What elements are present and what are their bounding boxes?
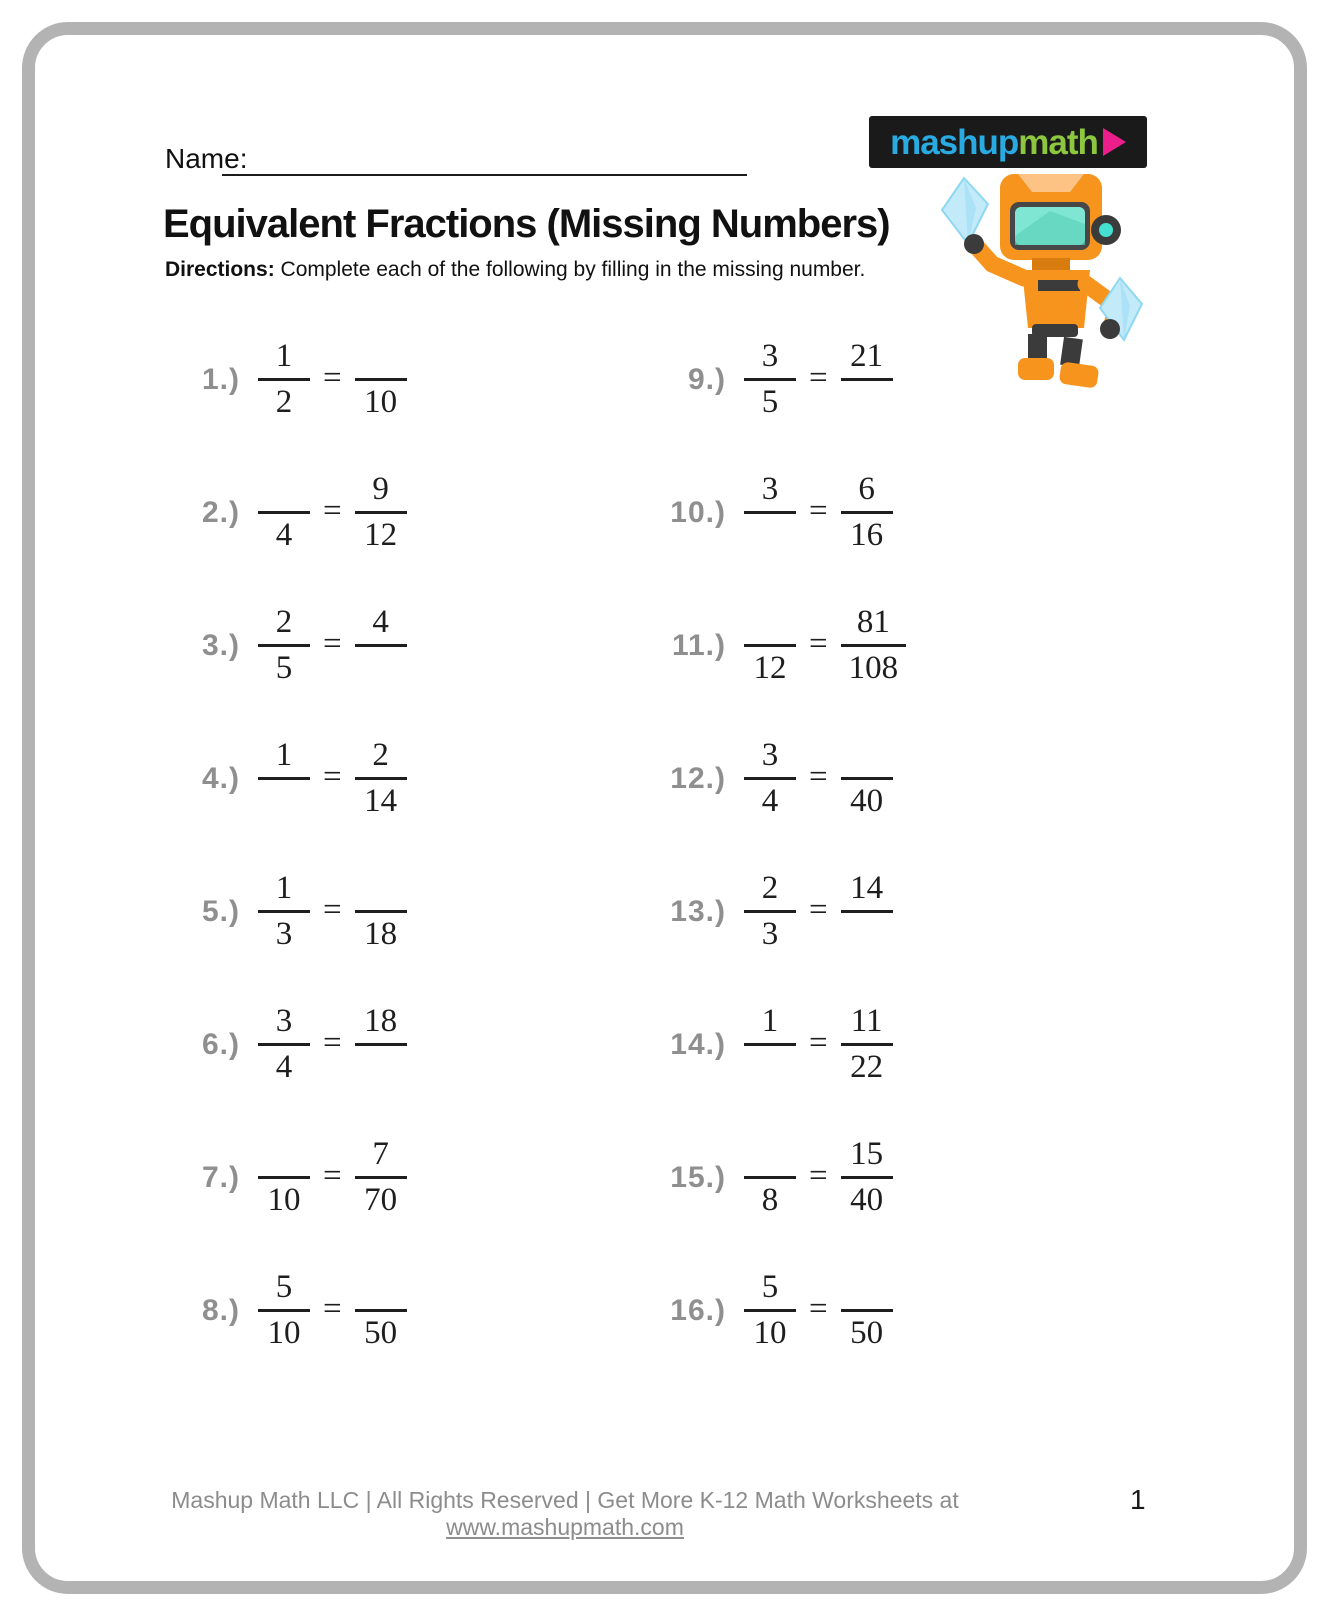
- problem-number-label: 7.): [201, 1160, 240, 1194]
- left-denominator: 4: [744, 777, 796, 826]
- left-fraction: [258, 731, 310, 826]
- right-fraction: [841, 1130, 893, 1225]
- equals-sign: =: [323, 360, 342, 396]
- problem-number-label: 11.): [671, 628, 726, 662]
- left-fraction: [258, 598, 310, 693]
- left-fraction: [258, 997, 310, 1092]
- right-numerator-missing-blank: [355, 1263, 407, 1309]
- right-fraction: [355, 997, 407, 1092]
- problem-row: [160, 712, 623, 845]
- left-fraction: [258, 864, 310, 959]
- mashupmath-logo: [869, 116, 1147, 168]
- equals-sign: =: [323, 1158, 342, 1194]
- right-numerator: 15: [850, 1136, 884, 1172]
- left-denominator: 12: [744, 644, 796, 693]
- left-numerator: 2: [275, 604, 293, 640]
- problem-row: [623, 313, 906, 446]
- equals-sign: =: [323, 626, 342, 662]
- problem-number-label: 12.): [670, 761, 726, 795]
- fraction-equation: [258, 864, 407, 959]
- fraction-equation: [258, 731, 407, 826]
- right-denominator-missing-blank: [355, 644, 407, 693]
- right-denominator: 50: [355, 1309, 407, 1358]
- right-fraction: [841, 332, 893, 427]
- right-numerator: 9: [372, 471, 389, 507]
- problem-row: [160, 446, 623, 579]
- left-fraction: [744, 332, 796, 427]
- left-numerator-missing-blank: [258, 465, 310, 511]
- left-numerator: 5: [275, 1269, 293, 1305]
- equals-sign: =: [809, 759, 828, 795]
- problem-row: [160, 1244, 623, 1377]
- equals-sign: =: [323, 759, 342, 795]
- footer-text: Mashup Math LLC | All Rights Reserved | Get More K-12 Math Worksheets at www.mashupmath.com: [171, 1487, 959, 1540]
- problem-number-label: 9.): [687, 362, 726, 396]
- equals-sign: =: [809, 1025, 828, 1061]
- left-denominator: 2: [258, 378, 310, 427]
- problem-number-label: 3.): [201, 628, 240, 662]
- left-fraction: [744, 731, 796, 826]
- left-denominator: 5: [258, 644, 310, 693]
- right-numerator: 4: [372, 604, 389, 640]
- right-fraction: [355, 731, 407, 826]
- fraction-equation: [744, 598, 906, 693]
- problem-row: [623, 1111, 906, 1244]
- fraction-equation: [744, 731, 893, 826]
- right-numerator: 7: [372, 1136, 389, 1172]
- left-fraction: [744, 1130, 796, 1225]
- left-denominator: 10: [744, 1309, 796, 1358]
- fraction-equation: [258, 332, 407, 427]
- right-fraction: [355, 1130, 407, 1225]
- play-triangle-icon: [1103, 128, 1126, 156]
- right-denominator: 10: [355, 378, 407, 427]
- fraction-equation: [258, 1130, 407, 1225]
- problem-number-label: 16.): [670, 1293, 726, 1327]
- worksheet-title: Equivalent Fractions (Missing Numbers): [163, 202, 890, 246]
- problem-number-label: 15.): [670, 1160, 726, 1194]
- equals-sign: =: [809, 892, 828, 928]
- problem-row: [623, 1244, 906, 1377]
- right-numerator-missing-blank: [355, 332, 407, 378]
- left-numerator: 3: [275, 1003, 293, 1039]
- left-denominator: 10: [258, 1176, 310, 1225]
- right-fraction: [841, 1263, 893, 1358]
- left-denominator: 8: [744, 1176, 796, 1225]
- fraction-equation: [744, 332, 893, 427]
- equals-sign: =: [323, 1025, 342, 1061]
- right-denominator: 50: [841, 1309, 893, 1358]
- logo-word-math: math: [1018, 122, 1098, 162]
- left-fraction: [258, 1130, 310, 1225]
- footer-website-link[interactable]: www.mashupmath.com: [446, 1514, 684, 1540]
- equals-sign: =: [809, 1158, 828, 1194]
- left-numerator: 1: [275, 338, 293, 374]
- left-fraction: [258, 1263, 310, 1358]
- right-denominator: 22: [841, 1043, 893, 1092]
- left-numerator: 1: [275, 737, 293, 773]
- left-numerator: 1: [761, 1003, 779, 1039]
- right-fraction: [355, 465, 407, 560]
- problem-number-label: 8.): [201, 1293, 240, 1327]
- right-fraction: [841, 997, 893, 1092]
- problem-row: [160, 845, 623, 978]
- left-denominator: 3: [744, 910, 796, 959]
- left-denominator: 3: [258, 910, 310, 959]
- problem-number-label: 6.): [201, 1027, 240, 1061]
- right-denominator-missing-blank: [841, 910, 893, 959]
- right-denominator: 12: [355, 511, 407, 560]
- left-numerator-missing-blank: [744, 1130, 796, 1176]
- right-denominator: 40: [841, 1176, 893, 1225]
- right-fraction: [841, 598, 907, 693]
- left-fraction: [258, 332, 310, 427]
- problem-row: [160, 313, 623, 446]
- fraction-equation: [258, 997, 407, 1092]
- problem-number-label: 4.): [201, 761, 240, 795]
- equals-sign: =: [323, 892, 342, 928]
- equals-sign: =: [809, 626, 828, 662]
- left-fraction: [744, 1263, 796, 1358]
- problem-row: [160, 579, 623, 712]
- directions-text: Directions: Complete each of the following by filling in the missing number.: [165, 258, 866, 281]
- left-fraction: [744, 598, 796, 693]
- left-numerator: 5: [761, 1269, 779, 1305]
- problem-row: [623, 712, 906, 845]
- right-numerator: 11: [850, 1003, 883, 1039]
- left-numerator: 3: [761, 737, 779, 773]
- problem-row: [623, 446, 906, 579]
- right-numerator-missing-blank: [841, 731, 893, 777]
- right-fraction: [841, 465, 893, 560]
- page-number: 1: [1130, 1484, 1146, 1515]
- logo-word-mashup: mashup: [890, 122, 1019, 162]
- robot-mascot-illustration: [920, 166, 1168, 394]
- right-denominator: 14: [355, 777, 407, 826]
- problem-number-label: 2.): [201, 495, 240, 529]
- problem-number-label: 14.): [670, 1027, 726, 1061]
- name-label: Name:: [165, 143, 248, 174]
- problem-number-label: 5.): [201, 894, 240, 928]
- right-fraction: [355, 864, 407, 959]
- fraction-equation: [258, 465, 407, 560]
- fraction-equation: [744, 997, 893, 1092]
- fraction-equation: [258, 1263, 407, 1358]
- equals-sign: =: [323, 1291, 342, 1327]
- equals-sign: =: [809, 360, 828, 396]
- problem-row: [623, 978, 906, 1111]
- equals-sign: =: [809, 1291, 828, 1327]
- problem-number-label: 1.): [201, 362, 240, 396]
- right-numerator: 6: [858, 471, 875, 507]
- problems-grid: [160, 313, 906, 1377]
- left-denominator: 10: [258, 1309, 310, 1358]
- name-fill-in-line: [222, 174, 747, 176]
- right-denominator: 70: [355, 1176, 407, 1225]
- right-denominator: 18: [355, 910, 407, 959]
- right-fraction: [841, 864, 893, 959]
- directions-label: Directions:: [165, 258, 275, 281]
- left-fraction: [744, 864, 796, 959]
- right-denominator: 108: [841, 644, 907, 693]
- right-numerator: 81: [856, 604, 890, 640]
- left-numerator: 3: [761, 471, 779, 507]
- problem-row: [160, 1111, 623, 1244]
- left-fraction: [744, 465, 796, 560]
- right-numerator: 2: [372, 737, 389, 773]
- left-numerator: 3: [761, 338, 779, 374]
- right-numerator: 21: [850, 338, 884, 374]
- problem-row: [160, 978, 623, 1111]
- fraction-equation: [744, 864, 893, 959]
- left-numerator: 2: [761, 870, 779, 906]
- right-numerator: 14: [850, 870, 884, 906]
- equals-sign: =: [323, 493, 342, 529]
- left-denominator-missing-blank: [258, 777, 310, 826]
- left-denominator: 4: [258, 511, 310, 560]
- left-fraction: [744, 997, 796, 1092]
- right-denominator: 16: [841, 511, 893, 560]
- left-numerator-missing-blank: [258, 1130, 310, 1176]
- right-denominator-missing-blank: [355, 1043, 407, 1092]
- fraction-equation: [744, 1130, 893, 1225]
- right-denominator-missing-blank: [841, 378, 893, 427]
- right-fraction: [355, 332, 407, 427]
- right-numerator: 18: [364, 1003, 398, 1039]
- left-numerator-missing-blank: [744, 598, 796, 644]
- fraction-equation: [744, 1263, 893, 1358]
- problem-number-label: 13.): [670, 894, 726, 928]
- equals-sign: =: [809, 493, 828, 529]
- problem-number-label: 10.): [670, 495, 726, 529]
- left-denominator-missing-blank: [744, 1043, 796, 1092]
- right-numerator-missing-blank: [841, 1263, 893, 1309]
- right-numerator-missing-blank: [355, 864, 407, 910]
- left-denominator: 4: [258, 1043, 310, 1092]
- left-numerator: 1: [275, 870, 293, 906]
- fraction-equation: [744, 465, 893, 560]
- right-fraction: [841, 731, 893, 826]
- left-denominator-missing-blank: [744, 511, 796, 560]
- right-denominator: 40: [841, 777, 893, 826]
- right-fraction: [355, 1263, 407, 1358]
- left-fraction: [258, 465, 310, 560]
- problem-row: [623, 845, 906, 978]
- fraction-equation: [258, 598, 407, 693]
- right-fraction: [355, 598, 407, 693]
- left-denominator: 5: [744, 378, 796, 427]
- problem-row: [623, 579, 906, 712]
